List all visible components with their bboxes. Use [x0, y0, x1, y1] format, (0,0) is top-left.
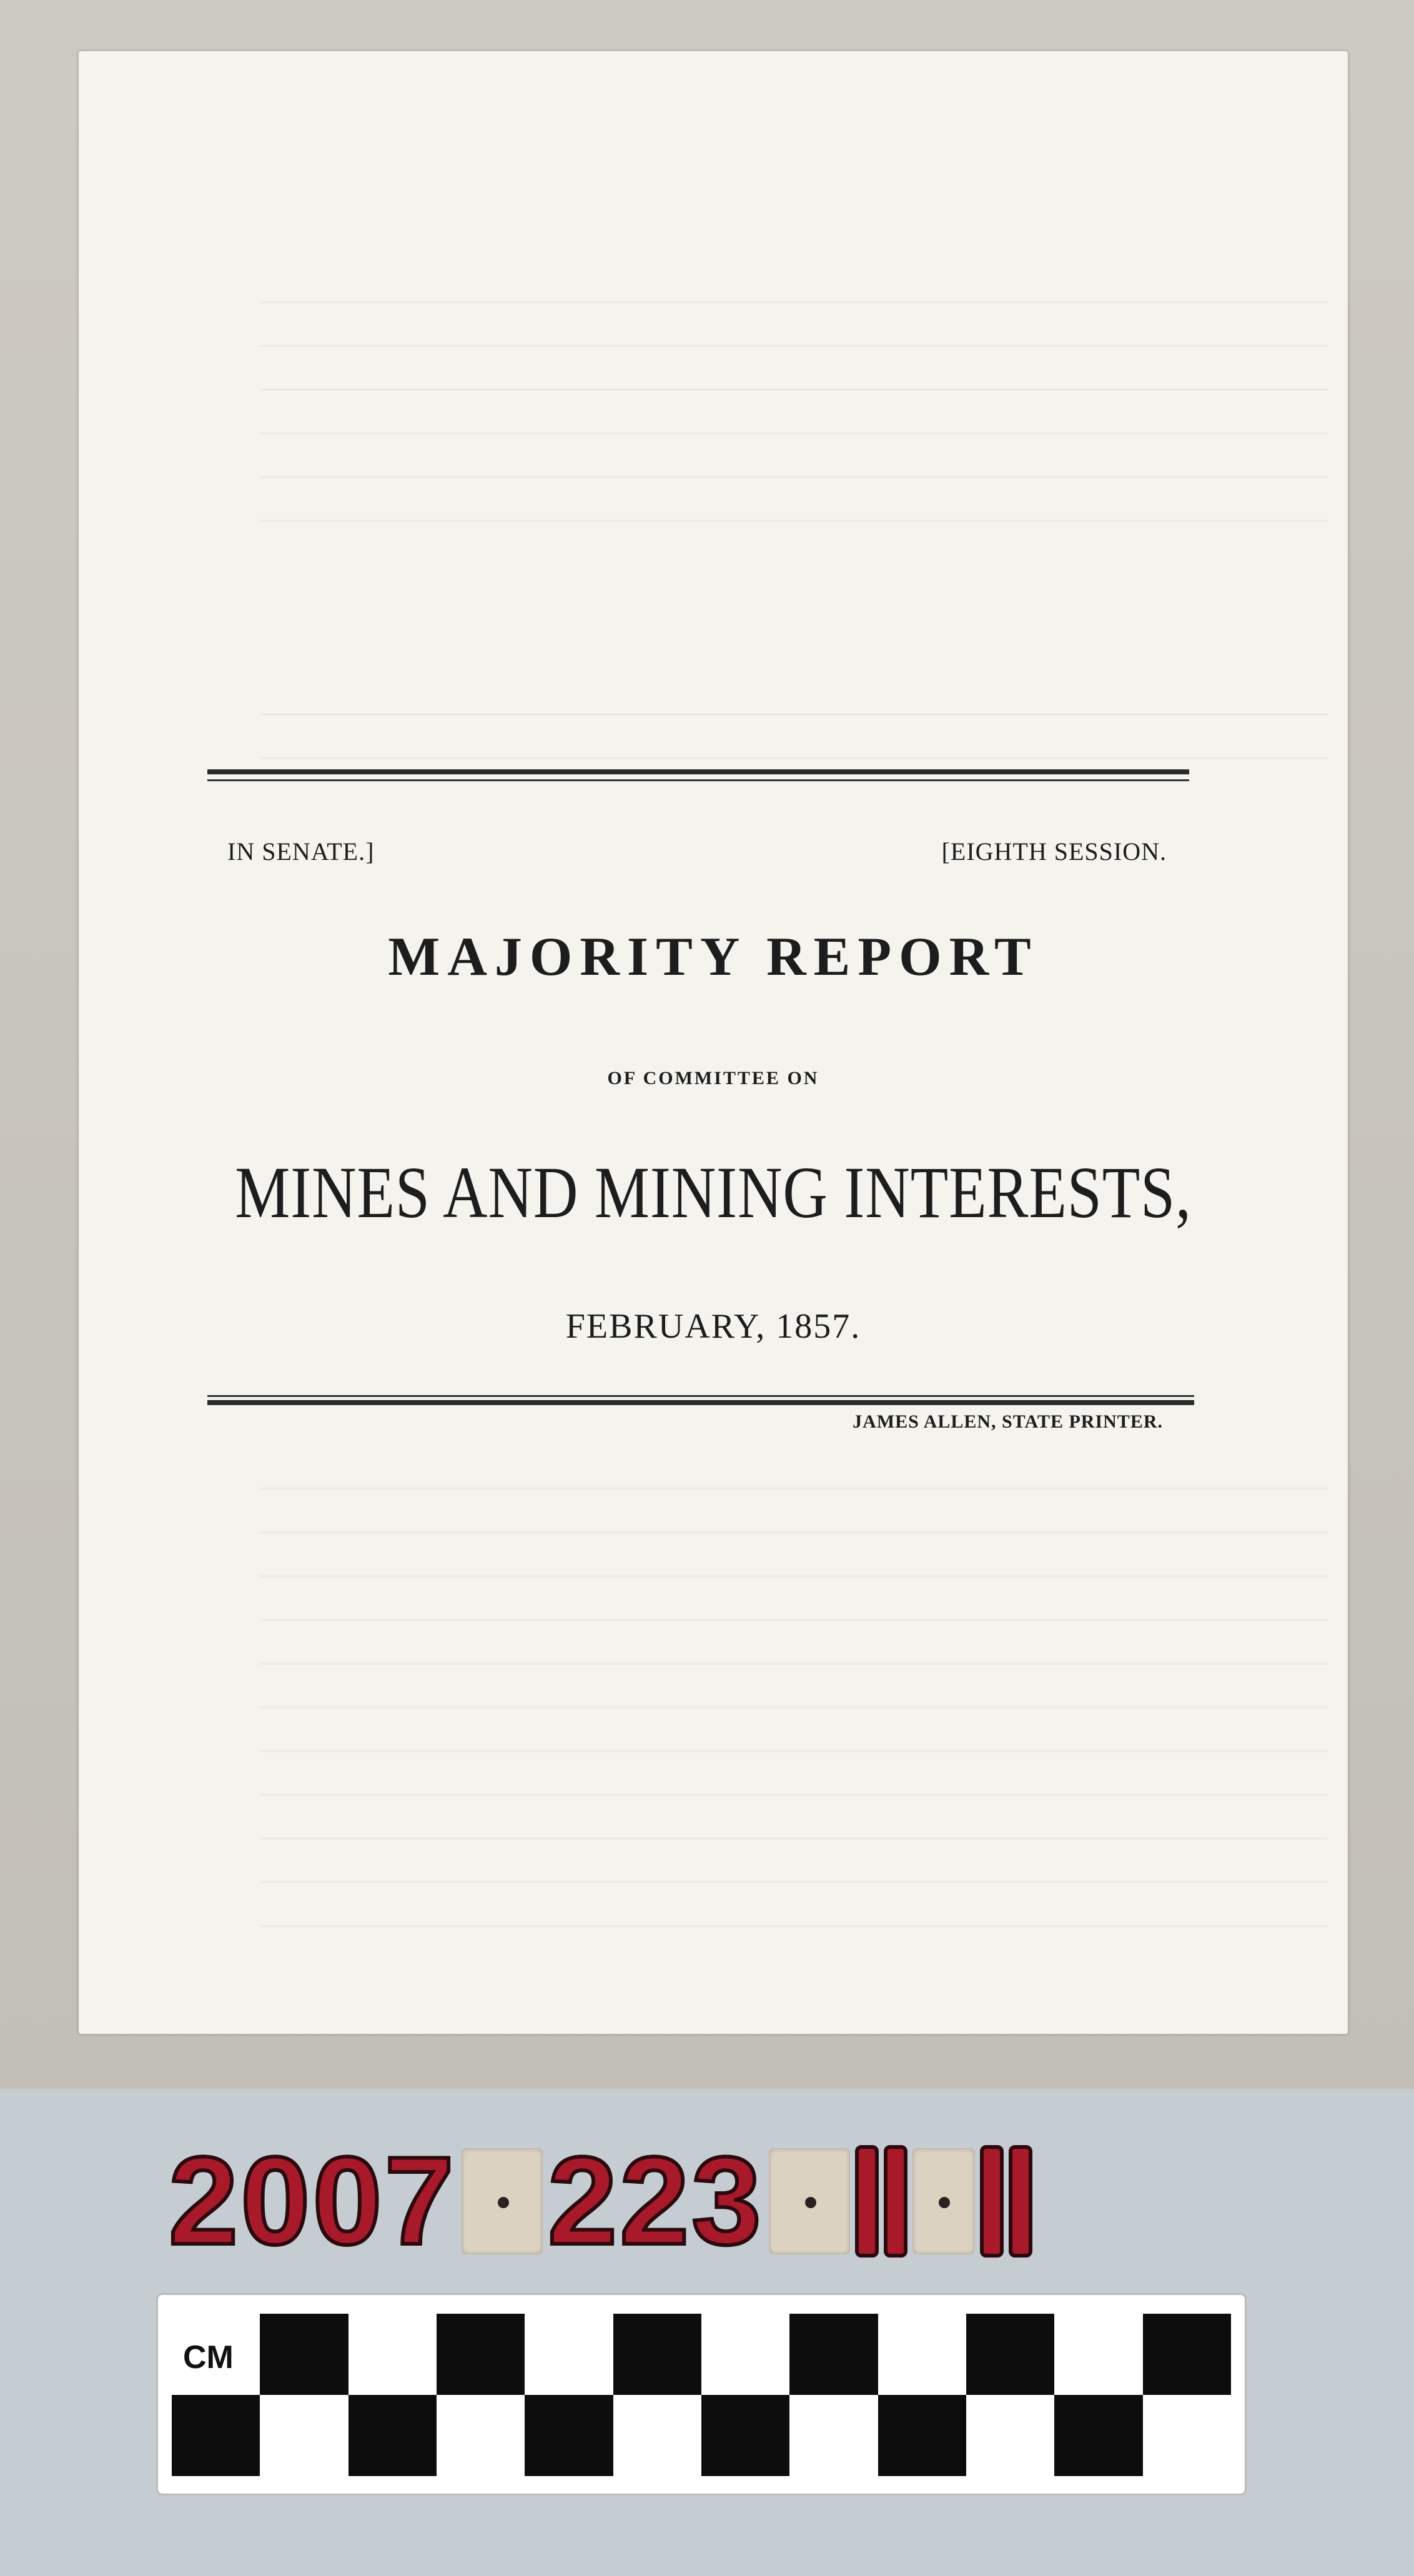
scale-cell — [525, 2395, 613, 2476]
scale-cell — [701, 2314, 789, 2395]
show-through-line — [260, 476, 1328, 478]
document-page — [79, 51, 1348, 2034]
scale-cell — [1054, 2395, 1142, 2476]
scale-cell — [525, 2314, 613, 2395]
scale-cell — [1054, 2314, 1142, 2395]
accession-year: 2007 — [169, 2131, 457, 2271]
scale-cell — [437, 2314, 525, 2395]
show-through-line — [260, 1706, 1328, 1709]
bottom-rule — [207, 1400, 1194, 1405]
scale-cell — [613, 2314, 701, 2395]
bottom-rule-thin — [207, 1395, 1194, 1397]
show-through-line — [260, 301, 1328, 303]
label-tag — [912, 2148, 975, 2254]
accession-digit-one — [884, 2145, 907, 2258]
show-through-line — [260, 1531, 1328, 1534]
show-through-line — [260, 1925, 1328, 1927]
scale-checker — [172, 2314, 1231, 2476]
show-through-line — [260, 345, 1328, 347]
show-through-line — [260, 388, 1328, 391]
show-through-line — [260, 432, 1328, 435]
show-through-line — [260, 1837, 1328, 1840]
scale-unit-label: CM — [183, 2339, 234, 2376]
scale-cell — [966, 2395, 1054, 2476]
scale-cell — [437, 2395, 525, 2476]
show-through-line — [260, 1662, 1328, 1665]
scale-cell — [349, 2395, 437, 2476]
printer-credit: JAMES ALLEN, STATE PRINTER. — [853, 1411, 1163, 1432]
tag-hole — [939, 2197, 950, 2208]
show-through-line — [260, 1881, 1328, 1883]
accession-sequence: 223 — [547, 2131, 764, 2271]
scale-cell — [613, 2395, 701, 2476]
show-through-line — [260, 1488, 1328, 1490]
accession-digit-one — [980, 2145, 1004, 2258]
document-title: MAJORITY REPORT — [388, 927, 1039, 987]
show-through-line — [260, 1794, 1328, 1796]
scale-cell — [789, 2395, 878, 2476]
show-through-line — [260, 1750, 1328, 1752]
document-subtitle: OF COMMITTEE ON — [607, 1068, 819, 1088]
label-tag — [462, 2148, 543, 2254]
scale-cell — [878, 2314, 966, 2395]
session-label: [EIGHTH SESSION. — [941, 837, 1167, 866]
scale-cell — [1143, 2395, 1231, 2476]
document-subject: MINES AND MINING INTERESTS, — [235, 1152, 1192, 1233]
accession-digit-one — [855, 2145, 879, 2258]
scale-cell — [789, 2314, 878, 2395]
scale-cell — [966, 2314, 1054, 2395]
show-through-line — [260, 713, 1328, 716]
top-rule-thin — [207, 779, 1189, 781]
show-through-line — [260, 1575, 1328, 1577]
scale-cell — [260, 2314, 348, 2395]
scale-cell — [260, 2395, 348, 2476]
label-tag — [769, 2148, 850, 2254]
scale-cell — [878, 2395, 966, 2476]
tag-hole — [805, 2197, 816, 2208]
tag-hole — [498, 2197, 509, 2208]
top-rule — [207, 769, 1189, 774]
document-date: FEBRUARY, 1857. — [565, 1307, 861, 1346]
scale-cell — [1143, 2314, 1231, 2395]
chamber-label: IN SENATE.] — [227, 837, 375, 866]
accession-number — [169, 2131, 1032, 2271]
accession-digit-one — [1009, 2145, 1032, 2258]
scale-cell — [701, 2395, 789, 2476]
show-through-line — [260, 520, 1328, 522]
cm-scale — [156, 2293, 1247, 2495]
scale-cell — [349, 2314, 437, 2395]
show-through-line — [260, 1619, 1328, 1621]
scale-cell — [172, 2395, 260, 2476]
show-through-line — [260, 757, 1328, 759]
